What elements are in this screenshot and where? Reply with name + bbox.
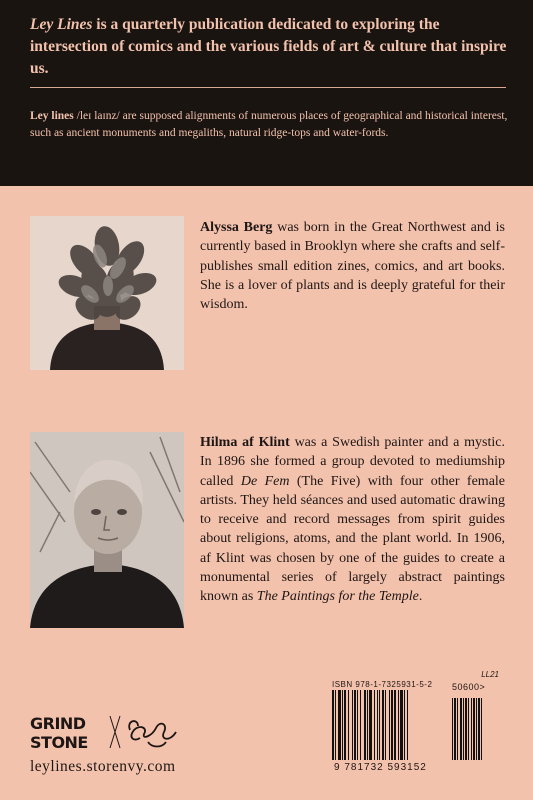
barcode-bar (348, 690, 349, 760)
svg-text:GRIND: GRIND (30, 714, 86, 733)
barcode-bar (344, 690, 346, 760)
barcode-bar (354, 690, 356, 760)
barcode-bar (360, 690, 361, 760)
bio-name: Hilma af Klint (200, 435, 290, 450)
barcode-bar (382, 690, 384, 760)
barcode-bar (335, 690, 336, 760)
barcode-addon-bar (457, 698, 458, 760)
barcode-bar (357, 690, 358, 760)
barcode-addon-bar (481, 698, 482, 760)
bio-alyssa-berg: Alyssa Berg was born in the Great Northwest and is currently based in Brooklyn where she crafts and self-publishes small edition zines, comics, and art books. She is a lover of plants and is deeply grateful for their wisdom. (200, 220, 505, 313)
issue-code: LL21 (481, 670, 499, 679)
author-photo-alyssa-berg (30, 216, 184, 370)
barcode-addon-bar (478, 698, 480, 760)
barcode-addon-bar (463, 698, 464, 760)
barcode-bar (398, 690, 399, 760)
bio-name: Alyssa Berg (200, 220, 273, 235)
header-panel (0, 0, 533, 186)
barcode-addon-bar (468, 698, 469, 760)
publisher-logos (30, 712, 190, 752)
barcode-bar (374, 690, 375, 760)
addon-code: 50600> (452, 682, 486, 692)
barcode-bar (379, 690, 380, 760)
barcode-bar (377, 690, 378, 760)
isbn-barcode (330, 670, 505, 775)
barcode-bar (352, 690, 353, 760)
barcode-bar (407, 690, 408, 760)
intro-text: Ley Lines is a quarterly publication dedicated to exploring the intersection of comics and the various fields of art & culture that inspire us. (30, 16, 507, 77)
barcode-bar (389, 690, 390, 760)
barcode-bar (400, 690, 403, 760)
barcode-addon-bar (476, 698, 477, 760)
publication-title: Ley Lines (30, 16, 93, 33)
website-url[interactable]: leylines.storenvy.com (30, 758, 176, 775)
group-name: De Fem (240, 473, 290, 489)
svg-text:STONE: STONE (30, 733, 88, 752)
pronunciation: /leɪ laɪnz/ (73, 110, 120, 122)
barcode-bar (332, 690, 334, 760)
barcode-addon-bar (473, 698, 475, 760)
barcode-addon-bar (454, 698, 456, 760)
barcode-bar (367, 690, 368, 760)
series-name: The Paintings for the Temple (256, 589, 419, 605)
definition-term: Ley lines (30, 110, 74, 122)
barcode-bar (342, 690, 343, 760)
divider (30, 87, 506, 88)
isbn-label: ISBN 978-1-7325931-5-2 (332, 680, 433, 689)
barcode-addon-bar (452, 698, 453, 760)
barcode-addon-bar (465, 698, 467, 760)
barcode-digits: 9 781732 593152 (334, 762, 427, 773)
barcode-bar (338, 690, 341, 760)
barcode-bar (369, 690, 372, 760)
bio-hilma-af-klint: Hilma af Klint was a Swedish painter and a mystic. In 1896 she formed a group devoted to mediumship called De Fem (The Five) with four other female artists. They held séances and used automatic drawing to receive and record messages from spirit guides about religions, atoms, and the plant world. In 1906, af Klint was chosen by one of the guides to create a monumental series of largely abstract paintings known as The Paintings for the Temple. (200, 435, 506, 605)
definition: Ley lines /leɪ laɪnz/ are supposed alignments of numerous places of geographical and historical interest, such as ancient monuments and megaliths, natural ridge-tops and water-fords. (30, 110, 508, 139)
barcode-bars (330, 690, 505, 770)
barcode-bar (404, 690, 405, 760)
barcode-bar (364, 690, 366, 760)
barcode-addon-bar (471, 698, 472, 760)
barcode-bar (391, 690, 393, 760)
barcode-bar (385, 690, 386, 760)
barcode-addon-bar (460, 698, 462, 760)
author-photo-hilma-af-klint (30, 432, 184, 628)
barcode-bar (394, 690, 396, 760)
